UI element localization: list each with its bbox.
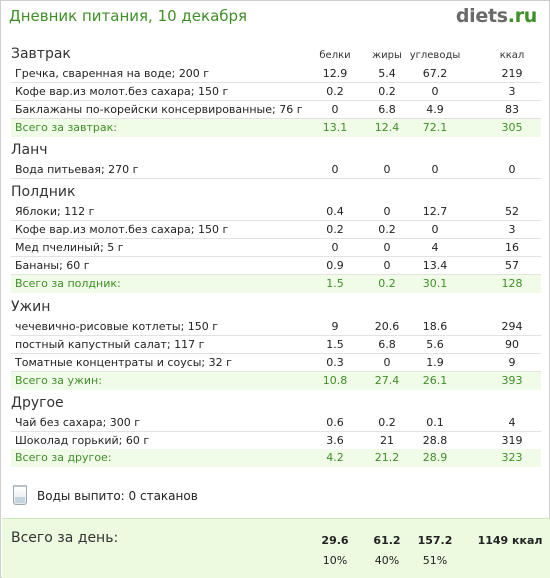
site-logo[interactable]	[456, 5, 537, 27]
total-kcal: 305	[501, 121, 523, 134]
food-kcal: 3	[508, 85, 516, 98]
total-carbs: 30.1	[422, 277, 448, 290]
total-fat: 0.2	[378, 277, 396, 290]
food-fat: 0	[383, 205, 391, 218]
food-protein: 0.2	[326, 223, 344, 236]
total-fat: 21.2	[374, 451, 400, 464]
total-protein: 4.2	[326, 451, 344, 464]
water-text: Воды выпито: 0 стаканов	[37, 489, 198, 503]
snack-total-row	[11, 275, 541, 293]
food-fat: 0.2	[378, 223, 396, 236]
food-name: Шоколад горький; 60 г	[15, 434, 150, 447]
food-protein: 0.2	[326, 85, 344, 98]
food-name: Гречка, сваренная на воде; 200 г	[15, 67, 210, 80]
total-kcal: 393	[501, 374, 523, 387]
food-kcal: 83	[505, 103, 519, 116]
section-title-snack: Полдник	[11, 184, 76, 200]
day-fat-percent: 40%	[374, 554, 400, 567]
breakfast-total-row	[11, 119, 541, 137]
food-carbs: 13.4	[422, 259, 448, 272]
food-carbs: 28.8	[422, 434, 448, 447]
total-fat: 12.4	[374, 121, 400, 134]
section-title-dinner: Ужин	[11, 299, 51, 315]
food-protein: 1.5	[326, 338, 344, 351]
total-label: Всего за завтрак:	[15, 121, 118, 134]
food-kcal: 4	[508, 416, 516, 429]
glass-icon	[13, 485, 27, 505]
total-protein: 13.1	[322, 121, 348, 134]
food-carbs: 0	[431, 163, 439, 176]
total-carbs: 28.9	[422, 451, 448, 464]
column-header-fat: жиры	[372, 50, 402, 61]
food-carbs: 1.9	[426, 356, 444, 369]
food-fat: 0	[383, 241, 391, 254]
food-protein: 0.6	[326, 416, 344, 429]
food-row	[11, 161, 541, 179]
food-row	[11, 414, 541, 432]
food-row	[11, 83, 541, 101]
total-kcal: 323	[501, 451, 523, 464]
food-name: Кофе вар.из молот.без сахара; 150 г	[15, 85, 229, 98]
food-carbs: 0	[431, 85, 439, 98]
food-carbs: 5.6	[426, 338, 444, 351]
total-kcal: 128	[501, 277, 523, 290]
food-row	[11, 239, 541, 257]
food-fat: 5.4	[378, 67, 396, 80]
food-row	[11, 318, 541, 336]
food-fat: 6.8	[378, 103, 396, 116]
food-carbs: 67.2	[422, 67, 448, 80]
food-kcal: 294	[501, 320, 523, 333]
food-fat: 20.6	[374, 320, 400, 333]
other-total-row	[11, 449, 541, 467]
food-carbs: 0.1	[426, 416, 444, 429]
food-fat: 6.8	[378, 338, 396, 351]
food-name: Баклажаны по-корейски консервированные; 76 г	[15, 103, 303, 116]
section-title-breakfast: Завтрак	[11, 46, 71, 62]
food-protein: 0.9	[326, 259, 344, 272]
day-total-carbs: 157.2	[417, 534, 453, 547]
day-carbs-percent: 51%	[422, 554, 448, 567]
column-header-protein: белки	[319, 50, 351, 61]
total-label: Всего за другое:	[15, 451, 112, 464]
food-name: Яблоки; 112 г	[15, 205, 95, 218]
food-carbs: 0	[431, 223, 439, 236]
logo-main: diets	[455, 5, 508, 27]
food-row	[11, 65, 541, 83]
total-label: Всего за ужин:	[15, 374, 102, 387]
food-kcal: 52	[505, 205, 519, 218]
logo-tld: .ru	[507, 5, 537, 27]
total-carbs: 26.1	[422, 374, 448, 387]
food-fat: 0	[383, 259, 391, 272]
food-kcal: 0	[508, 163, 516, 176]
food-protein: 3.6	[326, 434, 344, 447]
food-carbs: 12.7	[422, 205, 448, 218]
food-name: Томатные концентраты и соусы; 32 г	[15, 356, 232, 369]
food-protein: 0	[331, 163, 339, 176]
total-protein: 10.8	[322, 374, 348, 387]
food-kcal: 319	[501, 434, 523, 447]
day-total-fat: 61.2	[373, 534, 401, 547]
food-kcal: 9	[508, 356, 516, 369]
food-row	[11, 432, 541, 450]
food-row	[11, 101, 541, 119]
food-row	[11, 221, 541, 239]
food-carbs: 4	[431, 241, 439, 254]
total-label: Всего за полдник:	[15, 277, 121, 290]
food-carbs: 4.9	[426, 103, 444, 116]
food-carbs: 18.6	[422, 320, 448, 333]
dinner-total-row	[11, 372, 541, 390]
food-fat: 0	[383, 163, 391, 176]
food-fat: 0	[383, 356, 391, 369]
food-name: постный капустный салат; 117 г	[15, 338, 205, 351]
food-row	[11, 257, 541, 275]
food-kcal: 219	[501, 67, 523, 80]
food-name: Кофе вар.из молот.без сахара; 150 г	[15, 223, 229, 236]
day-total-kcal: 1149 ккал	[477, 534, 543, 547]
total-protein: 1.5	[326, 277, 344, 290]
food-row	[11, 354, 541, 372]
section-title-lunch: Ланч	[11, 142, 48, 158]
food-fat: 0.2	[378, 85, 396, 98]
food-kcal: 3	[508, 223, 516, 236]
food-name: Вода питьевая; 270 г	[15, 163, 139, 176]
food-row	[11, 336, 541, 354]
day-total-protein: 29.6	[321, 534, 349, 547]
column-header-kcal: ккал	[499, 50, 525, 61]
food-protein: 0.3	[326, 356, 344, 369]
header	[9, 7, 539, 29]
food-kcal: 90	[505, 338, 519, 351]
food-protein: 0	[331, 241, 339, 254]
day-protein-percent: 10%	[322, 554, 348, 567]
section-title-other: Другое	[11, 395, 64, 411]
food-protein: 0.4	[326, 205, 344, 218]
day-total-panel	[2, 518, 550, 578]
food-protein: 0	[331, 103, 339, 116]
column-header-carbs: углеводы	[409, 50, 461, 61]
day-total-label: Всего за день:	[11, 530, 119, 546]
food-kcal: 57	[505, 259, 519, 272]
food-name: Мед пчелиный; 5 г	[15, 241, 124, 254]
food-name: Чай без сахара; 300 г	[15, 416, 141, 429]
food-fat: 0.2	[378, 416, 396, 429]
page-title: Дневник питания, 10 декабря	[9, 7, 248, 25]
food-row	[11, 203, 541, 221]
total-carbs: 72.1	[422, 121, 448, 134]
total-fat: 27.4	[374, 374, 400, 387]
food-name: Бананы; 60 г	[15, 259, 90, 272]
food-fat: 21	[380, 434, 394, 447]
food-kcal: 16	[505, 241, 519, 254]
food-name: чечевично-рисовые котлеты; 150 г	[15, 320, 219, 333]
food-protein: 12.9	[322, 67, 348, 80]
food-protein: 9	[331, 320, 339, 333]
